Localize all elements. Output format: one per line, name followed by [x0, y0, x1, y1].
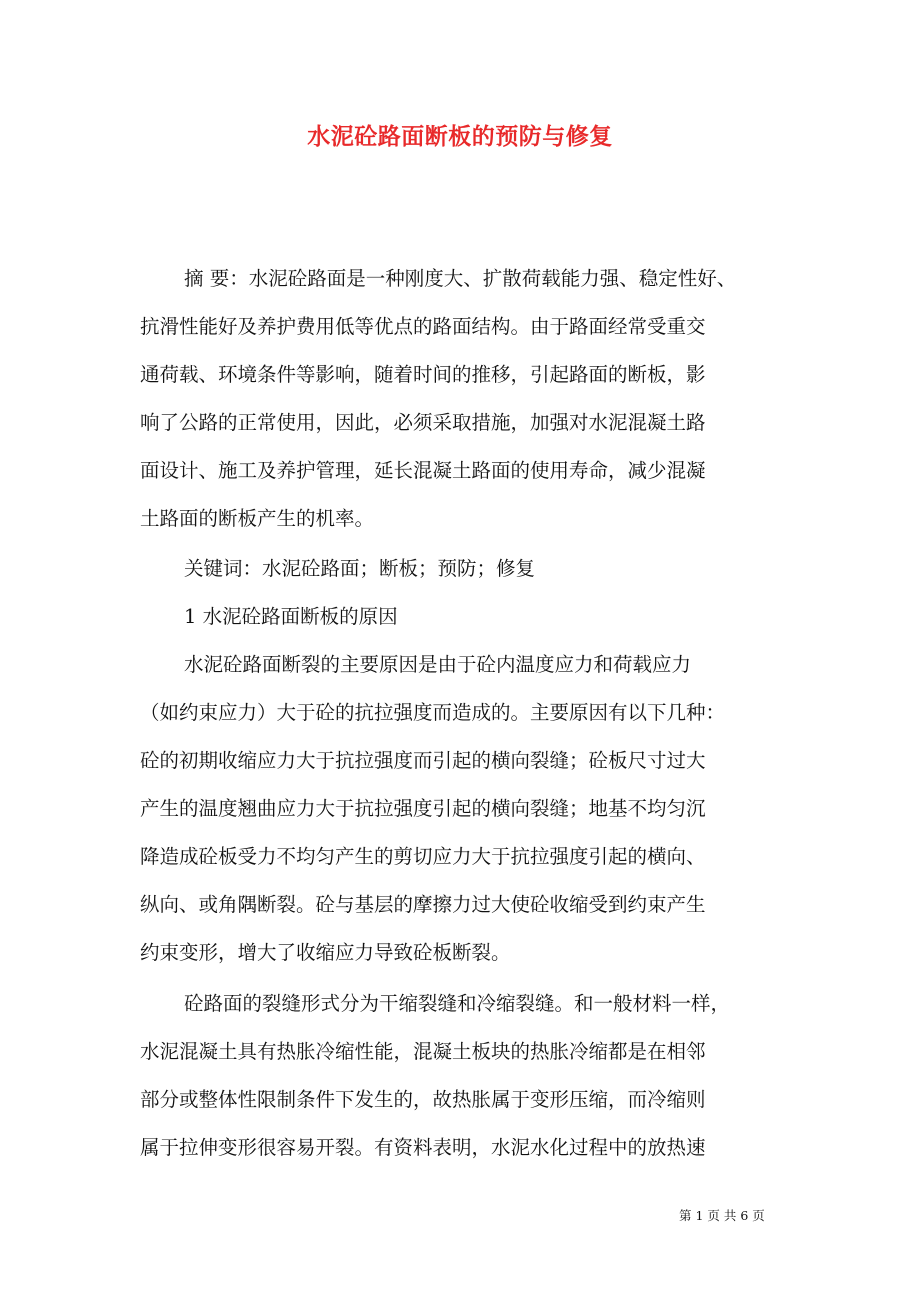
- paragraph-2-line-2: 水泥混凝土具有热胀冷缩性能，混凝土板块的热胀冷缩都是在相邻: [140, 1040, 706, 1063]
- abstract-line-6: 土路面的断板产生的机率。: [140, 507, 375, 530]
- paragraph-1-line-3: 砼的初期收缩应力大于抗拉强度而引起的横向裂缝；砼板尺寸过大: [140, 749, 706, 772]
- abstract-line-4: 响了公路的正常使用，因此，必须采取措施，加强对水泥混凝土路: [140, 411, 706, 434]
- abstract-line-5: 面设计、施工及养护管理，延长混凝土路面的使用寿命，减少混凝: [140, 459, 706, 482]
- paragraph-1-line-4: 产生的温度翘曲应力大于抗拉强度引起的横向裂缝；地基不均匀沉: [140, 797, 706, 820]
- paragraph-1-line-2: （如约束应力）大于砼的抗拉强度而造成的。主要原因有以下几种：: [140, 701, 726, 724]
- abstract-line-2: 抗滑性能好及养护费用低等优点的路面结构。由于路面经常受重交: [140, 315, 706, 338]
- paragraph-1-line-1: 水泥砼路面断裂的主要原因是由于砼内温度应力和荷载应力: [184, 653, 692, 676]
- paragraph-2-line-3: 部分或整体性限制条件下发生的，故热胀属于变形压缩，而冷缩则: [140, 1088, 706, 1111]
- paragraph-1-line-5: 降造成砼板受力不均匀产生的剪切应力大于抗拉强度引起的横向、: [140, 845, 706, 868]
- page-number-footer: 第 1 页 共 6 页: [679, 1208, 765, 1223]
- document-title: 水泥砼路面断板的预防与修复: [307, 123, 613, 150]
- section-heading-1: 1 水泥砼路面断板的原因: [184, 605, 398, 628]
- abstract-line-3: 通荷载、环境条件等影响，随着时间的推移，引起路面的断板，影: [140, 363, 706, 386]
- abstract-line-1: 摘 要：水泥砼路面是一种刚度大、扩散荷载能力强、稳定性好、: [184, 267, 737, 290]
- paragraph-1-line-7: 约束变形，增大了收缩应力导致砼板断裂。: [140, 941, 511, 964]
- paragraph-2-line-1: 砼路面的裂缝形式分为干缩裂缝和冷缩裂缝。和一般材料一样，: [184, 992, 731, 1015]
- paragraph-1-line-6: 纵向、或角隅断裂。砼与基层的摩擦力过大使砼收缩受到约束产生: [140, 893, 706, 916]
- paragraph-2-line-4: 属于拉伸变形很容易开裂。有资料表明，水泥水化过程中的放热速: [140, 1136, 706, 1159]
- keywords-line: 关键词：水泥砼路面；断板；预防；修复: [184, 557, 536, 580]
